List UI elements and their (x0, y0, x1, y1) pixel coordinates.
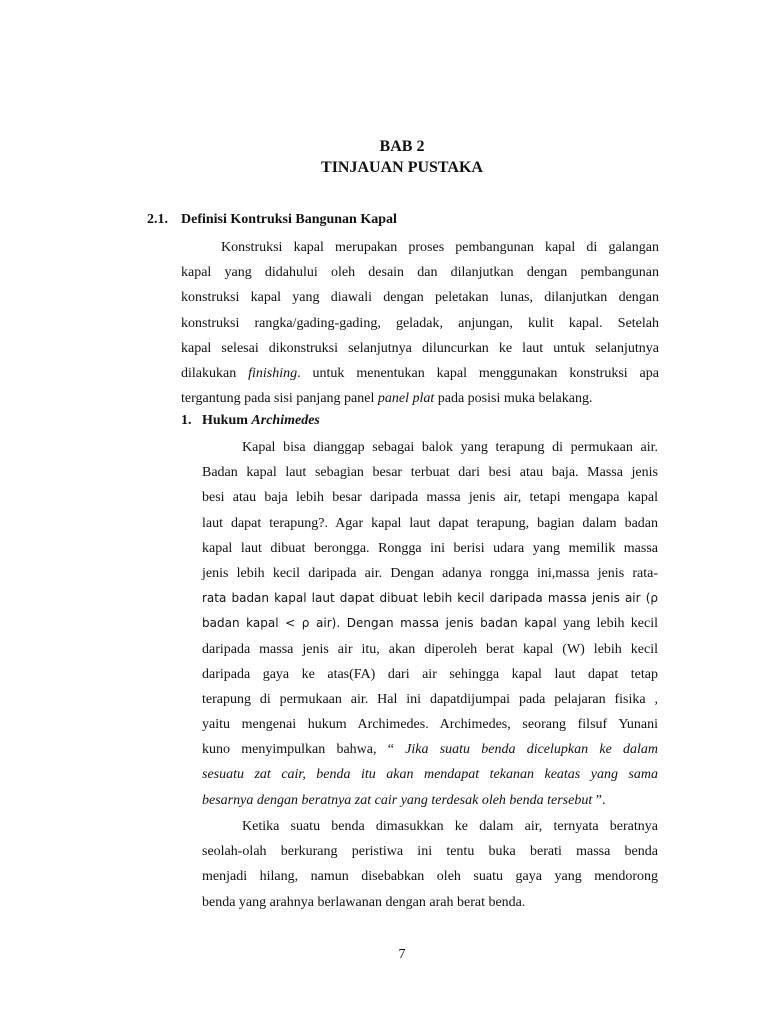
text-run: pada posisi muka belakang. (434, 391, 593, 407)
italic-quote-line: sesuatu zat cair, benda itu akan mendapat tekanan keatas yang sama (202, 767, 658, 783)
text-line: konstruksi rangka/gading-gading, geladak, anjungan, kulit kapal. Setelah (181, 315, 659, 331)
subsection-heading (181, 412, 320, 430)
text-line (181, 361, 659, 386)
italic-term: panel plat (377, 391, 435, 407)
italic-quote: Jika suatu benda dicelupkan ke dalam (405, 742, 659, 758)
text-line: Konstruksi kapal merupakan proses pembangunan kapal di galangan (221, 240, 659, 255)
text-line (202, 737, 658, 762)
text-line: yaitu mengenai hukum Archimedes. Archimedes, seorang filsuf Yunani (202, 717, 658, 733)
subsection-number: 1. (181, 413, 192, 428)
text-line (181, 386, 659, 411)
text-line: rata badan kapal laut dapat dibuat lebih kecil daripada massa jenis air (ρ (202, 591, 658, 606)
text-run: kuno menyimpulkan bahwa, “ (202, 742, 406, 758)
text-line: Ketika suatu benda dimasukkan ke dalam air, ternyata beratnya (242, 819, 658, 834)
section-heading (147, 211, 397, 229)
italic-term: finishing (248, 365, 298, 381)
page-number: 7 (398, 947, 406, 962)
text-run: yang lebih kecil (556, 616, 658, 632)
paragraph-konstruksi (181, 235, 659, 411)
paragraph-gaya-apung (202, 814, 658, 915)
subsection-title (202, 413, 320, 428)
section-title: Definisi Kontruksi Bangunan Kapal (181, 212, 397, 227)
text-line: konstruksi kapal yang diawali dengan peletakan lunas, dilanjutkan dengan (181, 290, 659, 306)
text-line: jenis lebih kecil daripada air. Dengan adanya rongga ini,massa jenis rata- (202, 565, 658, 581)
text-line: daripada gaya ke atas(FA) dari air sehingga kapal laut dapat tetap (202, 666, 658, 682)
text-run: Hukum (202, 413, 252, 428)
text-run: ”. (592, 792, 606, 808)
text-line: kapal laut dibuat berongga. Rongga ini berisi udara yang memilik massa (202, 540, 658, 556)
text-line: kapal yang didahului oleh desain dan dilanjutkan dengan pembangunan (181, 265, 659, 281)
text-line (202, 788, 658, 813)
text-line: Kapal bisa dianggap sebagai balok yang terapung di permukaan air. (242, 440, 658, 455)
text-line: benda yang arahnya berlawanan dengan arah berat benda. (202, 894, 526, 910)
text-line: terapung di permukaan air. Hal ini dapatdijumpai pada pelajaran fisika , (202, 691, 658, 707)
text-run: badan kapal < ρ air). Dengan massa jenis badan kapal (202, 616, 557, 631)
text-line: seolah-olah berkurang peristiwa ini tentu buka berati massa benda (202, 844, 658, 860)
text-run: dilakukan (181, 365, 249, 381)
paragraph-archimedes (202, 435, 658, 813)
text-line: menjadi hilang, namun disebabkan oleh suatu gaya yang mendorong (202, 869, 658, 885)
italic-quote: besarnya dengan beratnya zat cair yang terdesak oleh benda tersebut (202, 792, 593, 808)
text-line: Badan kapal laut sebagian besar terbuat dari besi atau baja. Massa jenis (202, 465, 658, 481)
chapter-title: TINJAUAN PUSTAKA (321, 159, 483, 176)
text-line: laut dapat terapung?. Agar kapal laut dapat terapung, bagian dalam badan (202, 515, 658, 531)
text-line: kapal selesai dikonstruksi selanjutnya diluncurkan ke laut untuk selanjutnya (181, 340, 659, 356)
chapter-label: BAB 2 (379, 138, 425, 155)
section-number: 2.1. (147, 212, 168, 227)
text-line (202, 611, 658, 636)
italic-term: Archimedes (251, 413, 320, 428)
text-line: daripada massa jenis air itu, akan diperoleh berat kapal (W) lebih kecil (202, 641, 658, 657)
text-run: . untuk menentukan kapal menggunakan konstruksi apa (297, 365, 659, 381)
text-line: besi atau baja lebih besar daripada massa jenis air, tetapi mengapa kapal (202, 490, 658, 506)
text-run: tergantung pada sisi panjang panel (181, 391, 378, 407)
